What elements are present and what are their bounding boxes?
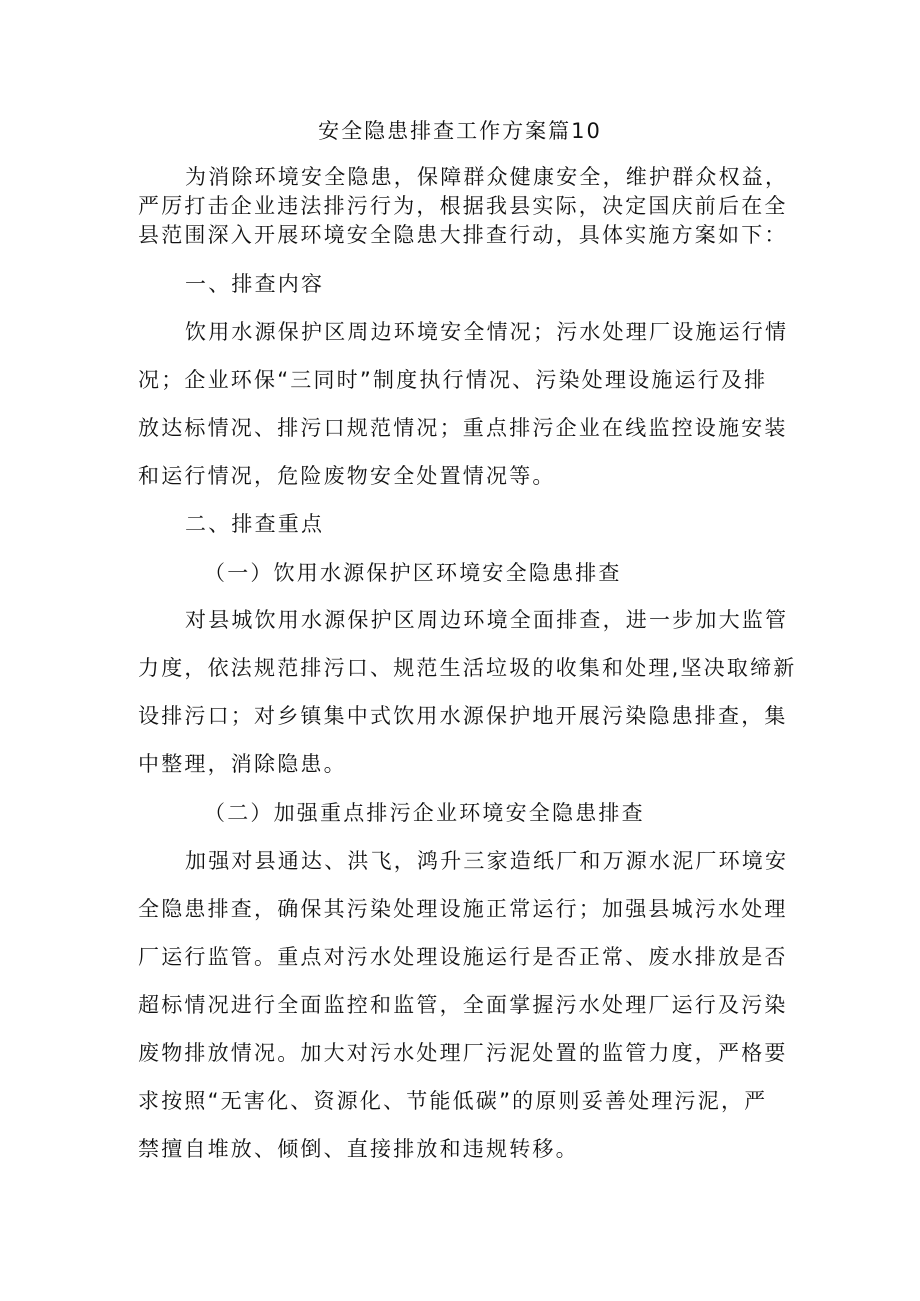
section1-line: 况；企业环保“三同时”制度执行情况、污染处理设施运行及排: [138, 368, 768, 392]
intro-line: 为消除环境安全隐患，保障群众健康安全，维护群众权益，: [185, 165, 789, 189]
sub1-line: 设排污口；对乡镇集中式饮用水源保护地开展污染隐患排查，集: [138, 704, 788, 728]
sub2-paragraph: [138, 846, 790, 1182]
intro-paragraph: [138, 162, 790, 249]
sub2-line: 废物排放情况。加大对污水处理厂污泥处置的监管力度，严格要: [138, 1041, 788, 1065]
section1-line: 饮用水源保护区周边环境安全情况；污水处理厂设施运行情: [185, 320, 789, 344]
section1-line: 和运行情况，危险废物安全处置情况等。: [138, 464, 556, 488]
sub2-line: 加强对县通达、洪飞，鸿升三家造纸厂和万源水泥厂环境安: [185, 849, 789, 873]
section1-paragraph: [138, 317, 790, 509]
sub1-line: 力度，依法规范排污口、规范生活垃圾的收集和处理,坚决取缔新: [138, 656, 797, 680]
intro-line: 严厉打击企业违法排污行为，根据我县实际，决定国庆前后在全: [138, 194, 788, 218]
section1-line: 放达标情况、排污口规范情况；重点排污企业在线监控设施安装: [138, 416, 788, 440]
sub1-line: 中整理，消除隐患。: [138, 752, 347, 776]
sub2-line: 求按照“无害化、资源化、节能低碳”的原则妥善处理污泥，严: [138, 1089, 768, 1113]
sub1-line: 对县城饮用水源保护区周边环境全面排查，进一步加大监管: [185, 608, 789, 632]
sub2-line: 禁擅自堆放、倾倒、直接排放和违规转移。: [138, 1137, 579, 1161]
sub2-line: 全隐患排查，确保其污染处理设施正常运行；加强县城污水处理: [138, 897, 788, 921]
section-heading: 二、排查重点: [185, 512, 325, 536]
section-heading: 一、排查内容: [185, 272, 325, 296]
subsection-heading: （二）加强重点排污企业环境安全隐患排查: [204, 801, 645, 825]
sub1-paragraph: [138, 605, 797, 797]
subsection-heading: （一）饮用水源保护区环境安全隐患排查: [204, 561, 622, 585]
document-title: 安全隐患排查工作方案篇10: [318, 119, 602, 143]
sub2-line: 超标情况进行全面监控和监管，全面掌握污水处理厂运行及污染: [138, 993, 788, 1017]
sub2-line: 厂运行监管。重点对污水处理设施运行是否正常、废水排放是否: [138, 945, 788, 969]
intro-line: 县范围深入开展环境安全隐患大排查行动，具体实施方案如下：: [138, 223, 788, 247]
